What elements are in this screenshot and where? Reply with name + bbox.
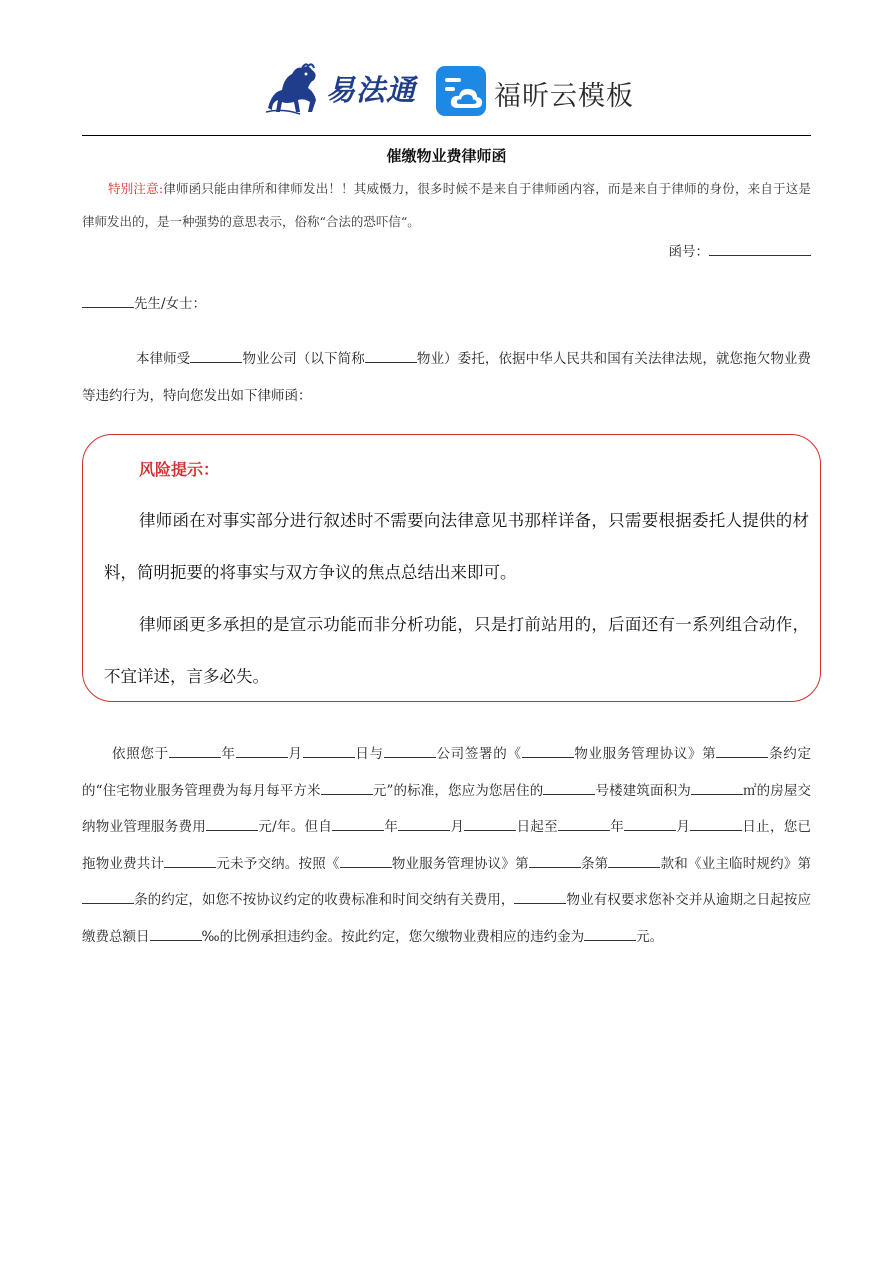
body-text: 年 (220, 746, 236, 762)
recipient-name-blank[interactable] (82, 293, 134, 308)
end-month-blank[interactable] (624, 816, 676, 831)
body-text: 年 (384, 819, 399, 835)
body-text: 月 (450, 819, 465, 835)
end-day-blank[interactable] (690, 816, 742, 831)
area-blank[interactable] (691, 780, 743, 795)
body-text: 日与 (354, 746, 384, 762)
body-text: 号楼建筑面积为 (595, 782, 691, 799)
special-notice (82, 172, 811, 238)
horse-emblem-icon (262, 62, 324, 116)
document-title: 催缴物业费律师函 (386, 147, 507, 165)
body-text: 公司签署的《 (435, 746, 522, 762)
penalty-rate-blank[interactable] (150, 926, 202, 941)
risk-tip-title: 风险提示： (139, 460, 220, 479)
body-text: 物业服务管理协议》第 (391, 855, 529, 872)
body-text: 款和《业主临时规约》第 (660, 855, 812, 872)
risk-tip-paragraph: 律师函在对事实部分进行叙述时不需要向法律意见书那样详备，只需要根据委托人提供的材料，简明扼要的将事实与双方争议的焦点总结出来即可。 (104, 511, 809, 582)
notice-label: 特别注意: (108, 181, 164, 196)
unit-price-blank[interactable] (321, 780, 373, 795)
letter-number-line (669, 240, 812, 260)
letter-number-label: 函号： (668, 244, 709, 260)
clause-blank[interactable] (608, 853, 660, 868)
arrears-total-blank[interactable] (164, 853, 216, 868)
body-text: 条的约定，如您不按协议约定的收费标准和时间交纳有关费用， (134, 892, 515, 908)
sign-month-blank[interactable] (236, 743, 288, 758)
property-company-blank[interactable] (514, 889, 566, 904)
intro-text: 物业公司（以下简称 (242, 351, 365, 367)
header-divider (82, 135, 811, 136)
body-text: ㎡的房屋交纳物业管理服务费用 (82, 782, 812, 835)
intro-text: 物业）委托，依据中华人民共和国有关法律法规，就您拖欠物业费等违约行为，特向您发出如下律师函： (82, 351, 812, 404)
start-year-blank[interactable] (332, 816, 384, 831)
intro-text: 本律师受 (136, 351, 191, 367)
penalty-amount-blank[interactable] (584, 926, 636, 941)
body-text: 日止，您已拖物业费共计 (82, 819, 812, 872)
body-text: 物业服务管理协议》第 (573, 746, 717, 762)
body-text: 年 (609, 819, 625, 835)
fuxin-brand-text: 福昕云模板 (494, 81, 634, 112)
sign-day-blank[interactable] (303, 743, 355, 758)
risk-tip-paragraph: 律师函更多承担的是宣示功能而非分析功能，只是打前站用的，后面还有一系列组合动作，不宜详述，言多必失。 (104, 615, 809, 686)
company-blank[interactable] (384, 743, 436, 758)
body-text: 依照您于 (112, 746, 169, 762)
fuxin-logo (436, 66, 636, 116)
letter-number-blank[interactable] (709, 241, 811, 256)
article-blank-2[interactable] (529, 853, 581, 868)
sign-year-blank[interactable] (169, 743, 221, 758)
body-text: 条约定的“住宅物业服务管理费为每月每平方米 (82, 746, 811, 799)
end-year-blank[interactable] (558, 816, 610, 831)
cloud-document-icon (436, 66, 486, 116)
fee-details-paragraph (82, 736, 811, 955)
building-number-blank[interactable] (543, 780, 595, 795)
yifatong-logo (262, 62, 417, 116)
body-text: 月 (287, 746, 303, 762)
body-text: 元/年。但自 (258, 819, 333, 835)
agreement-name-blank-2[interactable] (340, 853, 392, 868)
body-text: 物业有权要求您补交并从逾期之日起按应缴费总额日 (82, 892, 812, 945)
agreement-name-blank[interactable] (522, 743, 574, 758)
notice-text: 律师函只能由律所和律师发出！！其威慑力，很多时候不是来自于律师函内容，而是来自于律师的身份，来自于这是律师发出的，是一种强势的意思表示，俗称“合法的恐吓信“。 (82, 181, 811, 229)
client-company-blank[interactable] (190, 348, 242, 363)
body-text: 条第 (580, 855, 609, 872)
body-text: 元未予交纳。按照《 (216, 855, 340, 872)
body-text: 元。 (636, 928, 664, 945)
company-short-name-blank[interactable] (365, 348, 417, 363)
salutation-suffix: 先生/女士： (134, 296, 207, 312)
covenant-article-blank[interactable] (82, 889, 134, 904)
risk-tip-box (82, 434, 821, 702)
start-day-blank[interactable] (464, 816, 516, 831)
salutation (82, 292, 206, 312)
body-text: 月 (676, 819, 691, 835)
annual-fee-blank[interactable] (206, 816, 258, 831)
body-text: 日起至 (516, 819, 558, 835)
body-text: 元”的标准，您应为您居住的 (372, 782, 544, 799)
body-text: ‰的比例承担违约金。按此约定，您欠缴物业费相应的违约金为 (201, 928, 585, 945)
article-number-blank[interactable] (716, 743, 768, 758)
start-month-blank[interactable] (398, 816, 450, 831)
yifatong-brand-text: 易法通 (326, 73, 417, 107)
page-header (0, 58, 893, 120)
intro-paragraph (82, 341, 811, 415)
